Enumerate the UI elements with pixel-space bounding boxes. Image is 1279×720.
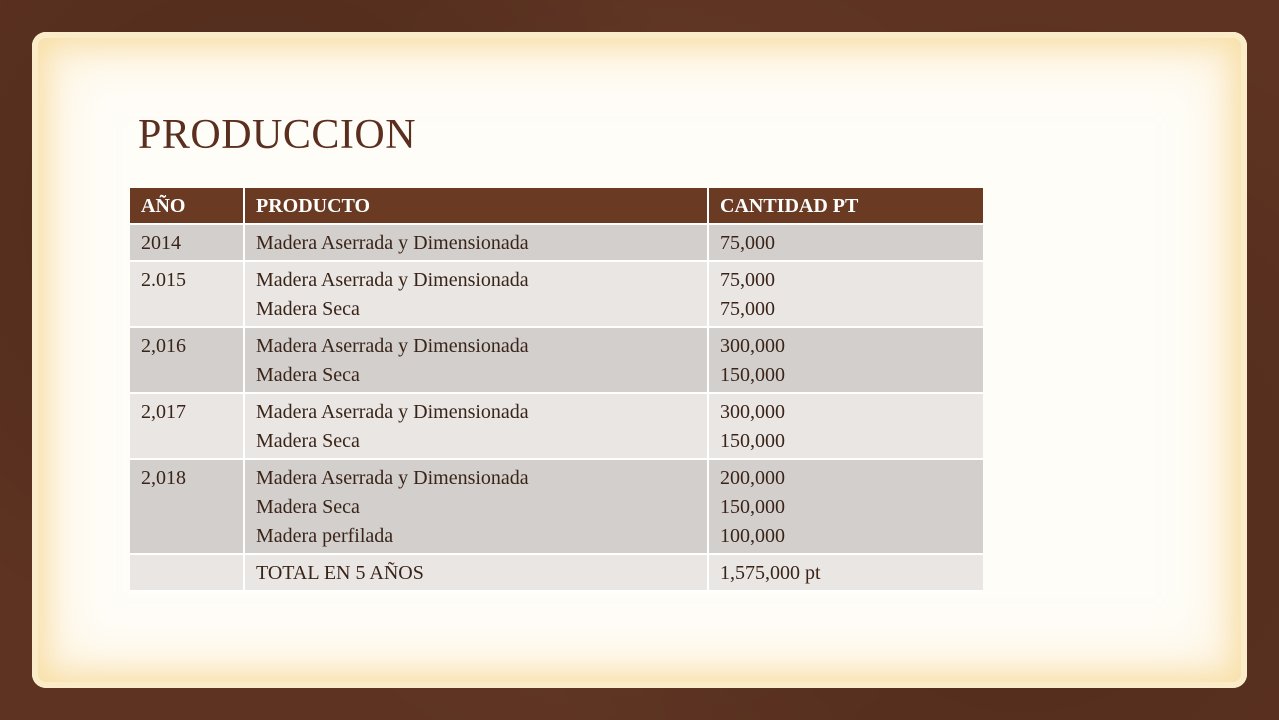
slide-title: PRODUCCION bbox=[138, 112, 417, 158]
header-quantity: CANTIDAD PT bbox=[708, 188, 983, 224]
quantity-value: 300,000 bbox=[720, 401, 785, 423]
table-header-row bbox=[130, 188, 983, 224]
product-name: Madera Seca bbox=[256, 298, 360, 320]
quantity-value: 75,000 bbox=[720, 232, 775, 254]
year-cell: 2,018 bbox=[130, 459, 244, 554]
product-name: Madera Aserrada y Dimensionada bbox=[256, 401, 529, 423]
quantity-cell bbox=[708, 393, 983, 459]
quantity-value: 150,000 bbox=[720, 364, 785, 386]
table-row bbox=[130, 261, 983, 327]
total-year-cell bbox=[130, 554, 244, 591]
product-name: Madera Aserrada y Dimensionada bbox=[256, 269, 529, 291]
quantity-cell bbox=[708, 459, 983, 554]
product-cell bbox=[244, 327, 708, 393]
product-name: Madera perfilada bbox=[256, 525, 394, 547]
product-name: Madera Aserrada y Dimensionada bbox=[256, 232, 529, 254]
quantity-value: 300,000 bbox=[720, 335, 785, 357]
table-row bbox=[130, 459, 983, 554]
product-cell bbox=[244, 224, 708, 261]
production-table bbox=[130, 188, 983, 592]
quantity-value: 150,000 bbox=[720, 496, 785, 518]
total-row bbox=[130, 554, 983, 591]
total-label: TOTAL EN 5 AÑOS bbox=[244, 554, 708, 591]
quantity-value: 150,000 bbox=[720, 430, 785, 452]
quantity-cell bbox=[708, 327, 983, 393]
slide bbox=[32, 32, 1247, 688]
total-amount: 1,575,000 pt bbox=[708, 554, 983, 591]
product-name: Madera Aserrada y Dimensionada bbox=[256, 467, 529, 489]
product-name: Madera Aserrada y Dimensionada bbox=[256, 335, 529, 357]
quantity-value: 100,000 bbox=[720, 525, 785, 547]
quantity-value: 75,000 bbox=[720, 298, 775, 320]
quantity-cell bbox=[708, 261, 983, 327]
quantity-cell bbox=[708, 224, 983, 261]
year-cell: 2,017 bbox=[130, 393, 244, 459]
quantity-value: 200,000 bbox=[720, 467, 785, 489]
table-row bbox=[130, 327, 983, 393]
header-product: PRODUCTO bbox=[244, 188, 708, 224]
year-cell: 2.015 bbox=[130, 261, 244, 327]
product-name: Madera Seca bbox=[256, 496, 360, 518]
product-name: Madera Seca bbox=[256, 430, 360, 452]
table-row bbox=[130, 224, 983, 261]
product-cell bbox=[244, 393, 708, 459]
product-cell bbox=[244, 261, 708, 327]
year-cell: 2014 bbox=[130, 224, 244, 261]
header-year: AÑO bbox=[130, 188, 244, 224]
quantity-value: 75,000 bbox=[720, 269, 775, 291]
year-cell: 2,016 bbox=[130, 327, 244, 393]
product-name: Madera Seca bbox=[256, 364, 360, 386]
table-row bbox=[130, 393, 983, 459]
product-cell bbox=[244, 459, 708, 554]
